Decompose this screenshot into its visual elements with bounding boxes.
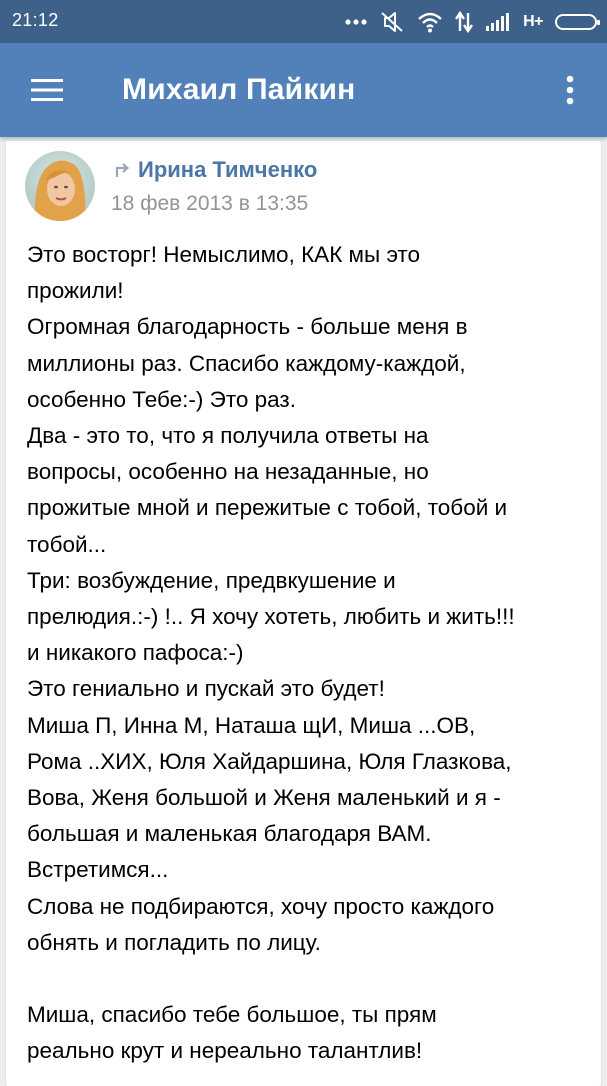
network-type-label: H+	[523, 13, 543, 30]
battery-icon	[555, 14, 597, 30]
author-name: Ирина Тимченко	[138, 157, 318, 182]
more-dots-icon	[345, 19, 367, 25]
page-title: Михаил Пайкин	[122, 73, 356, 106]
mute-icon	[379, 10, 405, 34]
menu-button[interactable]	[22, 67, 72, 113]
author-avatar[interactable]	[25, 151, 95, 221]
post-date: 18 фев 2013 в 13:35	[111, 192, 309, 215]
more-options-button[interactable]	[553, 67, 587, 113]
status-time: 21:12	[12, 10, 59, 30]
post-card	[6, 141, 601, 1086]
status-bar	[0, 0, 607, 43]
avatar-image	[25, 151, 95, 221]
app-bar	[0, 43, 607, 137]
status-icons	[345, 9, 597, 35]
repost-icon	[114, 162, 132, 178]
more-vertical-icon	[566, 75, 574, 105]
author-link[interactable]	[114, 157, 317, 183]
wifi-icon	[417, 11, 443, 33]
data-arrows-icon	[455, 11, 473, 33]
post-text: Это восторг! Немыслимо, КАК мы это прожили! Огромная благодарность - больше меня в миллионы раз. Спасибо каждому-каждой, особенно Тебе:-) Это раз. Два - это то, что я получила ответы на вопросы, особенно на незаданные, но прожитые мной и пережитые с тобой, тобой и тобой... Три: возбуждение, предвкушение и прелюдия.:-) !.. Я хочу хотеть, любить и жить!!! и никакого пафоса:-) Это гениально и пускай это будет! Миша П, Инна М, Наташа щИ, Миша ...ОВ, Рома ..ХИХ, Юля Хайдаршина, Юля Глазкова, Вова, Женя большой и Женя маленький и я - большая и маленькая благодаря ВАМ. Встретимся... Слова не подбираются, хочу просто каждого обнять и погладить по лицу. Миша, спасибо тебе большое, ты прям реально крут и нереально талантлив!	[27, 242, 515, 1064]
menu-icon	[31, 78, 63, 102]
signal-icon	[485, 12, 511, 32]
